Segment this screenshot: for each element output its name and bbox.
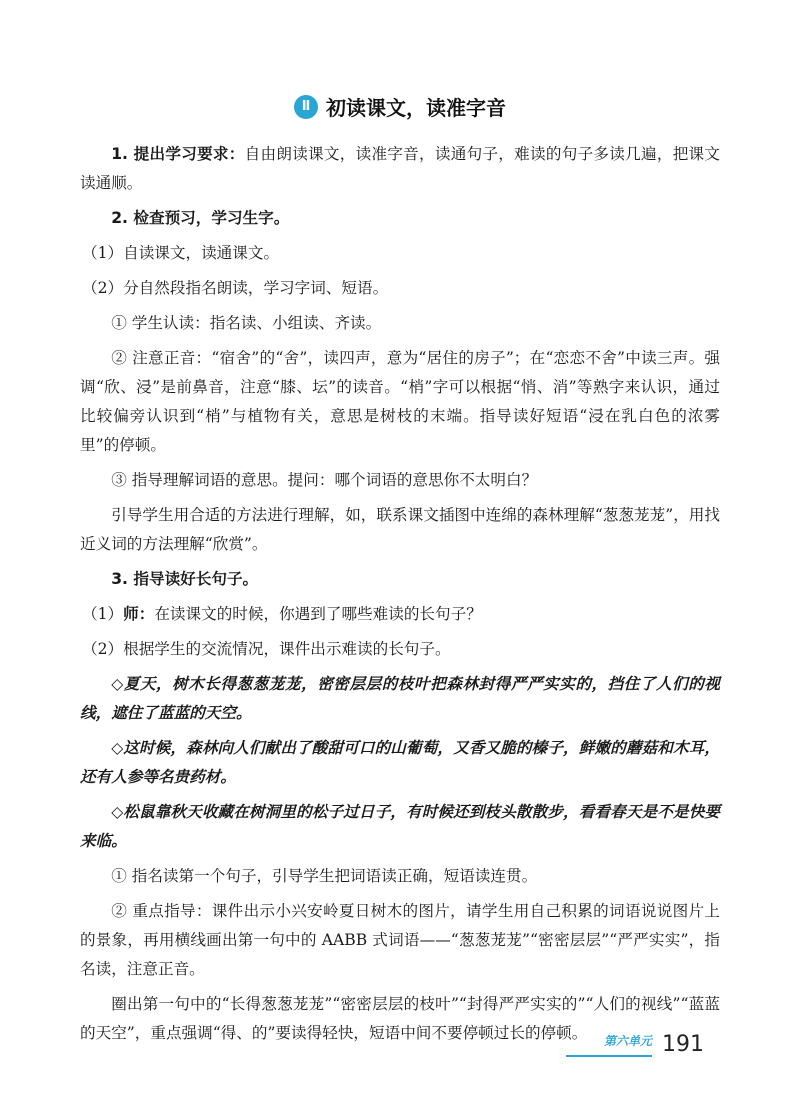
step-1-heading: 1. 提出学习要求： [111, 145, 245, 163]
long-sentence-1: ◇夏天，树木长得葱葱茏茏，密密层层的枝叶把森林封得严严实实的，挡住了人们的视线，遮住了蓝蓝的天空。 [80, 675, 720, 722]
step-2-item-4: ② 注意正音：“宿舍”的“舍”，读四声，意为“居住的房子”；在“恋恋不舍”中读三声。强调“欣、浸”是前鼻音，注意“膝、坛”的读音。“梢”字可以根据“悄、消”等熟字来认识，通过比较偏旁认识到“梢”与植物有关，意思是树枝的末端。指导读好短语“浸在乳白色的浓雾里”的停顿。 [80, 349, 720, 454]
step-3-heading: 3. 指导读好长句子。 [111, 570, 259, 588]
step-2-item-6: 引导学生用合适的方法进行理解，如，联系课文插图中连绵的森林理解“葱葱茏茏”，用找近义词的方法理解“欣赏”。 [80, 506, 720, 553]
section-number-badge: Ⅱ [294, 95, 318, 119]
section-heading [0, 92, 800, 121]
section-title: 初读课文，读准字音 [326, 96, 506, 120]
step-2-item-2: （2）分自然段指名朗读，学习字词、短语。 [82, 279, 389, 297]
lesson-content [80, 140, 720, 1054]
step-2-item-3: ① 学生认读：指名读、小组读、齐读。 [111, 314, 382, 332]
step-3-item-1: （1）师：在读课文的时候，你遇到了哪些难读的长句子？ [82, 605, 482, 623]
step-1-text: 自由朗读课文，读准字音，读通句子，难读的句子多读几遍，把课文读通顺。 [80, 145, 720, 192]
page-number: 191 [662, 1032, 704, 1057]
unit-label: 第六单元 [603, 1034, 652, 1048]
step-3-item-5: 圈出第一句中的“长得葱葱茏茏”“密密层层的枝叶”“封得严严实实的”“人们的视线”“蓝蓝的天空”，重点强调“得、的”要读得轻快，短语中间不要停顿过长的停顿。 [80, 995, 720, 1042]
step-2-item-1: （1）自读课文，读通课文。 [82, 244, 280, 262]
step-3-item-3: ① 指名读第一个句子，引导学生把词语读正确，短语读连贯。 [111, 867, 538, 885]
step-2-heading: 2. 检查预习，学习生字。 [111, 209, 290, 227]
unit-underline [566, 1055, 652, 1057]
step-3-item-2: （2）根据学生的交流情况，课件出示难读的长句子。 [82, 640, 451, 658]
long-sentence-3: ◇松鼠靠秋天收藏在树洞里的松子过日子，有时候还到枝头散散步，看看春天是不是快要来临。 [80, 803, 720, 850]
page-footer [566, 1032, 704, 1057]
step-2-item-5: ③ 指导理解词语的意思。提问：哪个词语的意思你不太明白？ [111, 471, 538, 489]
step-3-item-4: ② 重点指导：课件出示小兴安岭夏日树木的图片，请学生用自己积累的词语说说图片上的景象，再用横线画出第一句中的 AABB 式词语——“葱葱茏茏”“密密层层”“严严实实”，指名读，注意正音。 [80, 902, 720, 978]
unit-label-wrap [566, 1032, 652, 1057]
teacher-label: 师： [123, 605, 155, 623]
step-1-paragraph [80, 140, 720, 198]
long-sentence-2: ◇这时候，森林向人们献出了酸甜可口的山葡萄，又香又脆的榛子，鲜嫩的蘑菇和木耳，还有人参等名贵药材。 [80, 739, 720, 786]
